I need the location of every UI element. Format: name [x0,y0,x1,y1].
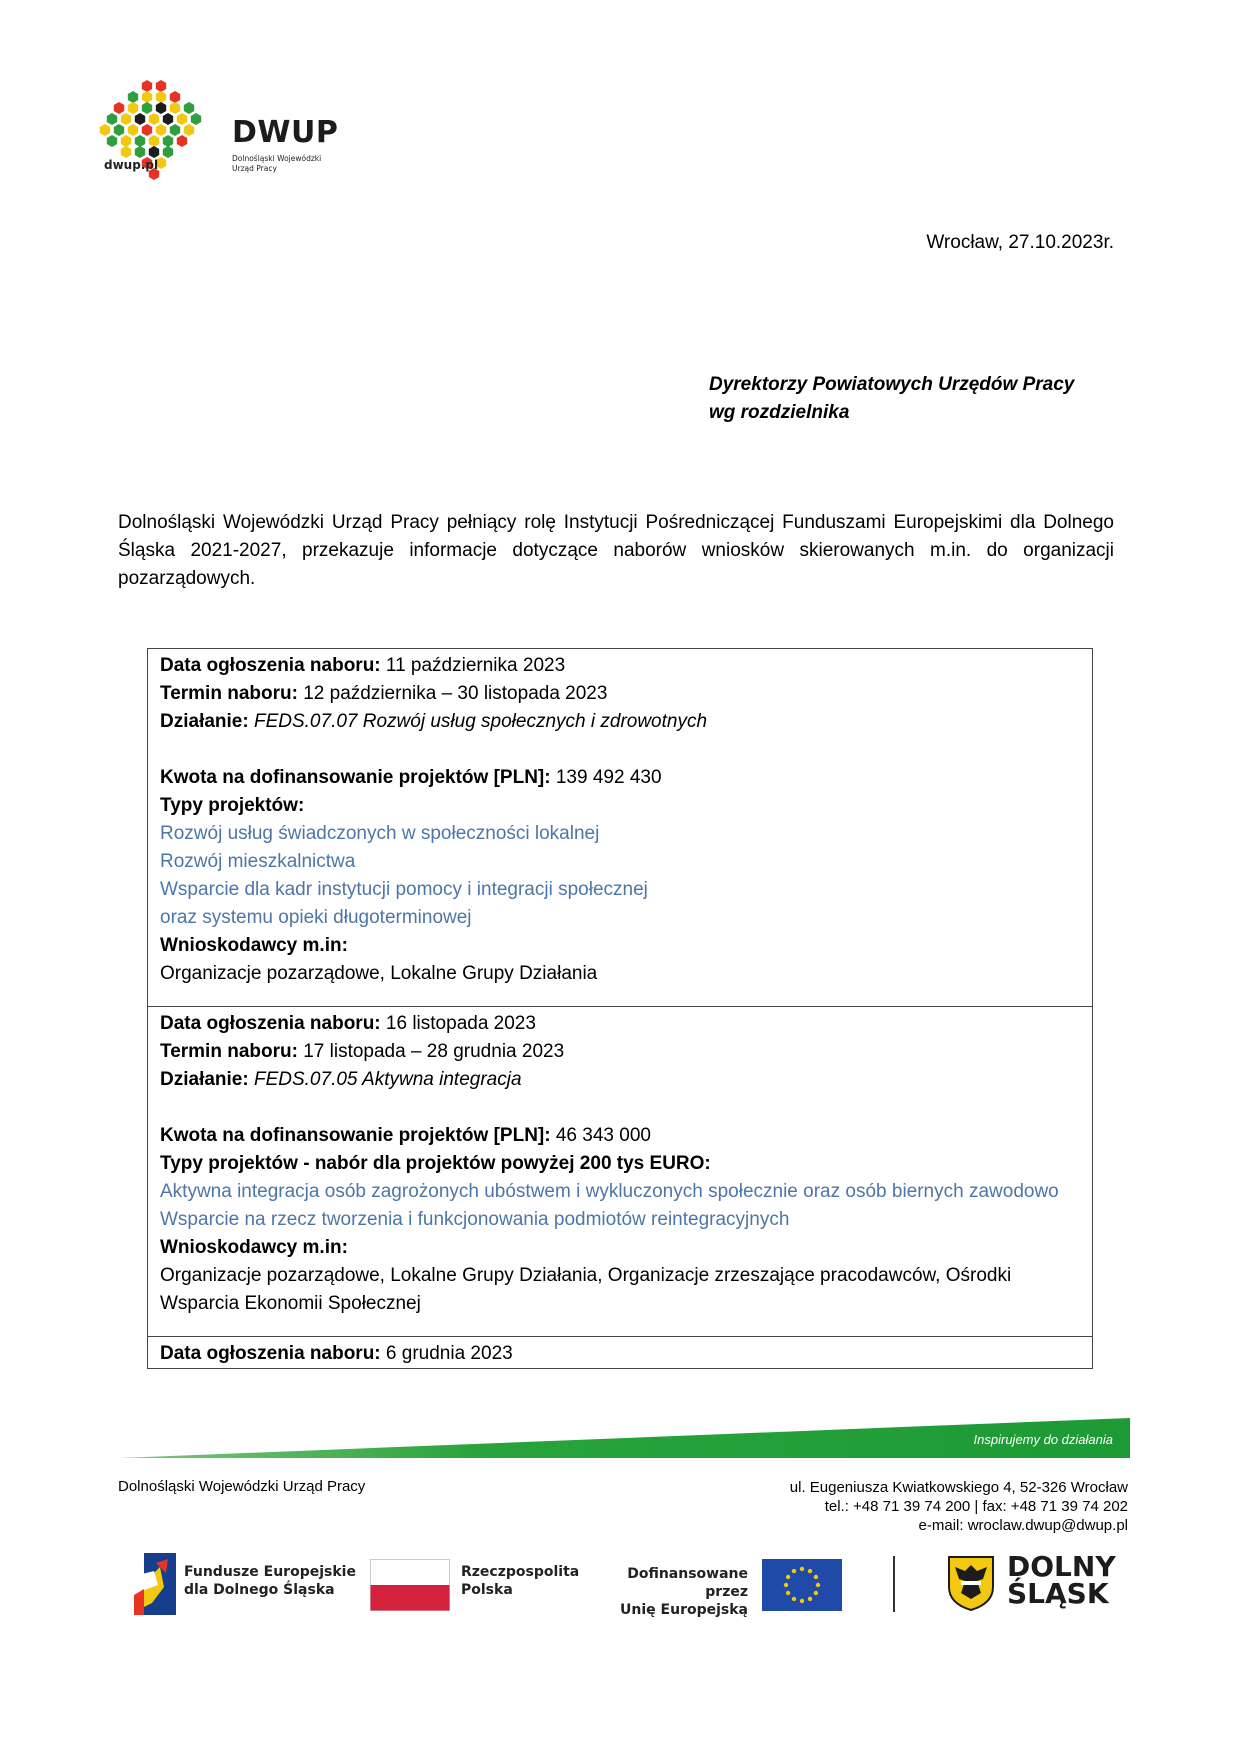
action-label: Działanie: [160,1069,249,1090]
eu-star [808,1597,812,1601]
logo-hex [121,113,131,125]
grant-action [160,1066,1080,1094]
logo-name: DWUP [232,115,339,150]
ds-line-1: DOLNY [1007,1550,1116,1583]
footer-slogan: Inspirujemy do działania [973,1432,1113,1447]
grant-row [148,649,1092,1006]
logo-hex [163,135,173,147]
logo-hex [142,102,152,114]
grant-term [160,1038,1080,1066]
applicants-label: Wnioskodawcy m.in: [160,935,348,956]
grant-amount [160,1122,1080,1150]
logo-hex [128,102,138,114]
dolny-slask-text [1007,1550,1116,1610]
fe-logo-icon [134,1545,176,1615]
logo-hex [191,113,201,125]
logo-hex [163,113,173,125]
logo-hex [156,80,166,92]
eu-star [800,1599,804,1603]
footer-org: Dolnośląski Wojewódzki Urząd Pracy [118,1478,366,1495]
footer-contact [790,1478,1128,1535]
logo-subtitle-2: Urząd Pracy [232,164,277,173]
logo-hex [170,91,180,103]
logo-hex [135,135,145,147]
logo-hex [114,102,124,114]
project-type: Wsparcie dla kadr instytucji pomocy i integracji społecznej [160,879,648,900]
announcement-label: Data ogłoszenia naboru: [160,1343,381,1364]
logo-hex [107,113,117,125]
term-value: 12 października – 30 listopada 2023 [303,683,608,704]
logo-hex [121,146,131,158]
ue-logo-text [598,1565,748,1619]
logo-hex [156,124,166,136]
action-label: Działanie: [160,711,249,732]
logo-subtitle-1: Dolnośląski Wojewódzki [232,154,322,163]
applicants-value: Organizacje pozarządowe, Lokalne Grupy Działania [160,963,598,984]
eu-star [784,1583,788,1587]
eu-star [800,1567,804,1571]
grant-row [148,1006,1092,1336]
amount-value: 46 343 000 [555,1125,651,1146]
logo-hex [135,113,145,125]
project-type: Wsparcie na rzecz tworzenia i funkcjonowania podmiotów reintegracyjnych [160,1209,790,1230]
eu-star [792,1569,796,1573]
eu-flag-icon [762,1559,842,1611]
logo-hex [177,135,187,147]
logo-hex [114,124,124,136]
ue-line-2: Unię Europejską [620,1602,748,1618]
applicants-label: Wnioskodawcy m.in: [160,1237,348,1258]
logo-hex [142,91,152,103]
eu-star [816,1583,820,1587]
logo-hex [142,124,152,136]
logo-hex [128,91,138,103]
rp-line-2: Polska [461,1582,513,1598]
dwup-logo-mark [96,78,230,190]
ue-line-1: Dofinansowane przez [627,1566,748,1600]
grant-announcement [160,1010,1080,1038]
project-type: Rozwój mieszkalnictwa [160,851,356,872]
types-label: Typy projektów: [160,795,305,816]
eu-star [808,1569,812,1573]
project-type: Rozwój usług świadczonych w społeczności lokalnej [160,823,600,844]
amount-value: 139 492 430 [555,767,662,788]
logo-hex [121,135,131,147]
logo-hex [177,113,187,125]
logo-url: dwup.pl [104,158,159,172]
grant-action [160,708,1080,736]
dwup-logo-text [232,115,339,174]
term-label: Termin naboru: [160,683,298,704]
grant-row [148,1336,1092,1368]
announcement-value: 16 listopada 2023 [385,1013,536,1034]
ds-line-2: ŚLĄSK [1007,1577,1109,1610]
logo-hex [149,146,159,158]
logo-hex [135,146,145,158]
footer-email: e-mail: wroclaw.dwup@dwup.pl [918,1517,1128,1534]
logo-hex [184,102,194,114]
letter-date: Wrocław, 27.10.2023r. [926,232,1114,253]
rp-line-1: Rzeczpospolita [461,1564,580,1580]
logo-hex [170,124,180,136]
logo-hex [149,113,159,125]
logo-hex [156,102,166,114]
announcement-label: Data ogłoszenia naboru: [160,1013,381,1034]
logo-hex [100,124,110,136]
project-type: oraz systemu opieki długoterminowej [160,907,472,928]
announcement-value: 6 grudnia 2023 [385,1343,513,1364]
eu-star [786,1575,790,1579]
grant-amount [160,764,1080,792]
recipient-block [709,371,1074,427]
term-value: 17 listopada – 28 grudnia 2023 [303,1041,565,1062]
amount-label: Kwota na dofinansowanie projektów [PLN]: [160,1125,551,1146]
grant-announcement [160,1340,1080,1368]
announcement-label: Data ogłoszenia naboru: [160,655,381,676]
footer-address: ul. Eugeniusza Kwiatkowskiego 4, 52-326 Wrocław [789,1479,1128,1496]
logo-hex [156,91,166,103]
eu-star [792,1597,796,1601]
action-value: FEDS.07.05 Aktywna integracja [253,1069,522,1090]
recipient-line-2: wg rozdzielnika [709,402,850,423]
logo-hex [184,124,194,136]
project-type: Aktywna integracja osób zagrożonych ubóstwem i wykluczonych społecznie oraz osób biernych zawodowo [160,1181,1059,1202]
fe-logo-text [184,1563,356,1599]
logo-hex [170,102,180,114]
fe-line-1: Fundusze Europejskie [184,1564,356,1580]
amount-label: Kwota na dofinansowanie projektów [PLN]: [160,767,551,788]
dolny-slask-coat-of-arms-icon [947,1555,995,1611]
grant-announcement [160,652,1080,680]
grant-term [160,680,1080,708]
announcement-value: 11 października 2023 [385,655,566,676]
logo-separator [893,1556,895,1612]
intro-paragraph: Dolnośląski Wojewódzki Urząd Pracy pełniący rolę Instytucji Pośredniczącej Funduszami Europejskimi dla Dolnego Śląska 2021-2027, przekazuje informacje dotyczące naborów wniosków skierowanych m.in. do organizacji pozarządowych. [118,512,1114,589]
fe-line-2: dla Dolnego Śląska [184,1582,335,1598]
rp-logo-text [461,1563,579,1599]
logo-hex [149,135,159,147]
applicants-value: Organizacje pozarządowe, Lokalne Grupy Działania, Organizacje zrzeszające pracodawców, Ośrodki Wsparcia Ekonomii Społecznej [160,1265,1012,1314]
grants-table [147,648,1093,1369]
types-label: Typy projektów - nabór dla projektów powyżej 200 tys EURO: [160,1153,711,1174]
footer-phone: tel.: +48 71 39 74 200 | fax: +48 71 39 74 202 [824,1498,1128,1515]
logo-hex [107,135,117,147]
eu-star [786,1591,790,1595]
term-label: Termin naboru: [160,1041,298,1062]
action-value: FEDS.07.07 Rozwój usług społecznych i zdrowotnych [253,711,708,732]
eu-star [814,1575,818,1579]
polish-flag-icon [370,1559,450,1611]
logo-hex [163,146,173,158]
eu-star [814,1591,818,1595]
logo-hex [128,124,138,136]
recipient-line-1: Dyrektorzy Powiatowych Urzędów Pracy [709,374,1075,395]
logo-hex [142,80,152,92]
